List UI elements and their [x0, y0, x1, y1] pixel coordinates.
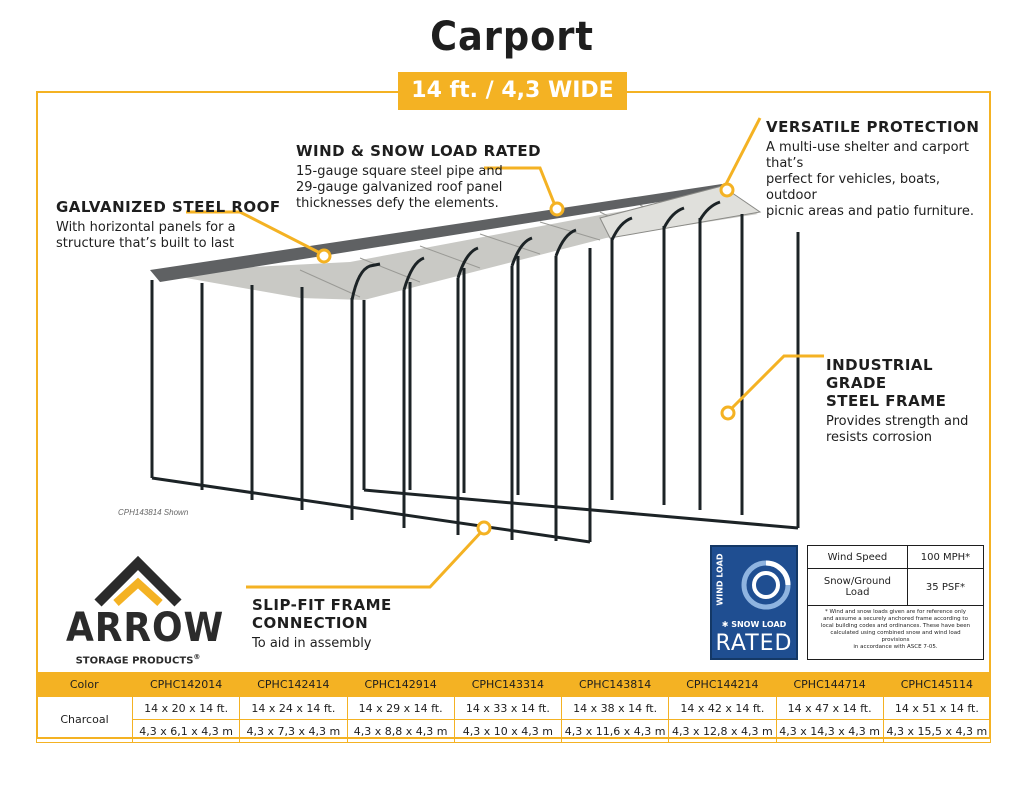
dimension-imperial: 14 x 42 x 14 ft.: [669, 697, 776, 720]
logo-wordmark: ARROW: [66, 605, 225, 651]
badge-rated: RATED: [715, 631, 793, 656]
footnote-line: in accordance with ASCE 7-05.: [853, 644, 938, 650]
column-header-color: Color: [37, 672, 133, 697]
feature-heading: INDUSTRIAL GRADE: [826, 356, 934, 392]
logo-subtitle: [58, 653, 218, 666]
dimension-imperial: 14 x 51 x 14 ft.: [883, 697, 990, 720]
feature-heading: STEEL FRAME: [826, 392, 947, 410]
footnote-line: * Wind and snow loads given are for reference only: [825, 609, 966, 615]
arrow-logo: [58, 555, 225, 670]
model-code: CPHC144714: [776, 672, 883, 697]
feature-text: To aid in assembly: [252, 636, 372, 651]
swirl-icon: [738, 557, 794, 613]
dimension-imperial: 14 x 47 x 14 ft.: [776, 697, 883, 720]
load-rated-badge: [710, 545, 798, 660]
feature-text: 15-gauge square steel pipe and: [296, 164, 503, 179]
feature-wind-snow: [296, 142, 546, 212]
spec-value: 100 MPH*: [907, 546, 983, 569]
feature-steel-frame: [826, 356, 986, 446]
dimension-imperial: 14 x 33 x 14 ft.: [454, 697, 561, 720]
spec-label: [808, 569, 908, 606]
badge-wind-load: WIND LOAD: [715, 553, 725, 606]
feature-text: Provides strength and: [826, 414, 969, 429]
dimension-imperial: 14 x 24 x 14 ft.: [240, 697, 347, 720]
feature-galvanized-roof: [56, 198, 286, 252]
feature-text: thicknesses defy the elements.: [296, 196, 499, 211]
feature-text: perfect for vehicles, boats, outdoor: [766, 172, 941, 203]
dimension-metric: 4,3 x 11,6 x 4,3 m: [562, 720, 669, 743]
dimension-metric: 4,3 x 7,3 x 4,3 m: [240, 720, 347, 743]
model-code: CPHC144214: [669, 672, 776, 697]
feature-versatile: [766, 118, 986, 220]
trademark-mark: ®: [193, 653, 201, 661]
feature-text: picnic areas and patio furniture.: [766, 204, 974, 219]
model-code: CPHC142014: [133, 672, 240, 697]
feature-heading: SLIP-FIT FRAME CONNECTION: [252, 596, 392, 632]
logo-subtitle-text: STORAGE PRODUCTS: [75, 655, 194, 667]
models-table: [36, 672, 991, 743]
page-title: Carport: [430, 14, 594, 60]
footnote-line: local building codes and ordinances. These have been: [820, 623, 971, 629]
table-row-metric: [37, 720, 991, 743]
badge-snow-load: ✱ SNOW LOAD: [721, 620, 787, 629]
dimension-imperial: 14 x 29 x 14 ft.: [347, 697, 454, 720]
dimension-metric: 4,3 x 10 x 4,3 m: [454, 720, 561, 743]
model-code: CPHC143814: [562, 672, 669, 697]
dimension-metric: 4,3 x 14,3 x 4,3 m: [776, 720, 883, 743]
spec-footnote: [807, 605, 984, 660]
feature-heading: WIND & SNOW LOAD RATED: [296, 142, 542, 160]
model-code: CPHC142414: [240, 672, 347, 697]
feature-text: structure that’s built to last: [56, 236, 235, 251]
dimension-metric: 4,3 x 6,1 x 4,3 m: [133, 720, 240, 743]
dimension-metric: 4,3 x 8,8 x 4,3 m: [347, 720, 454, 743]
dimension-metric: 4,3 x 15,5 x 4,3 m: [883, 720, 990, 743]
feature-text: With horizontal panels for a: [56, 220, 236, 235]
feature-slip-fit: [252, 596, 492, 652]
model-code: CPHC142914: [347, 672, 454, 697]
feature-text: 29-gauge galvanized roof panel: [296, 180, 503, 195]
dimension-imperial: 14 x 20 x 14 ft.: [133, 697, 240, 720]
color-value: Charcoal: [37, 697, 133, 743]
model-code: CPHC143314: [454, 672, 561, 697]
spec-label-line: Load: [845, 587, 870, 598]
model-code: CPHC145114: [883, 672, 990, 697]
feature-heading: VERSATILE PROTECTION: [766, 118, 980, 136]
load-spec-table: [807, 545, 984, 606]
models-header-row: [37, 672, 991, 697]
spec-row-snow: [808, 569, 984, 606]
spec-row-wind: [808, 546, 984, 569]
spec-label-line: Snow/Ground: [823, 576, 892, 587]
footnote-line: and assume a securely anchored frame according to: [823, 616, 968, 622]
spec-label: Wind Speed: [808, 546, 908, 569]
feature-heading: GALVANIZED STEEL ROOF: [56, 198, 281, 216]
table-row-imperial: [37, 697, 991, 720]
footnote-line: calculated using combined snow and wind load provisions: [830, 630, 961, 643]
dimension-imperial: 14 x 38 x 14 ft.: [562, 697, 669, 720]
image-caption: CPH143814 Shown: [118, 508, 189, 517]
width-banner: 14 ft. / 4,3 WIDE: [398, 72, 627, 110]
spec-value: 35 PSF*: [907, 569, 983, 606]
feature-text: resists corrosion: [826, 430, 933, 445]
feature-text: A multi-use shelter and carport that’s: [766, 140, 969, 171]
dimension-metric: 4,3 x 12,8 x 4,3 m: [669, 720, 776, 743]
badge-snow-load-text: SNOW LOAD: [731, 620, 787, 629]
